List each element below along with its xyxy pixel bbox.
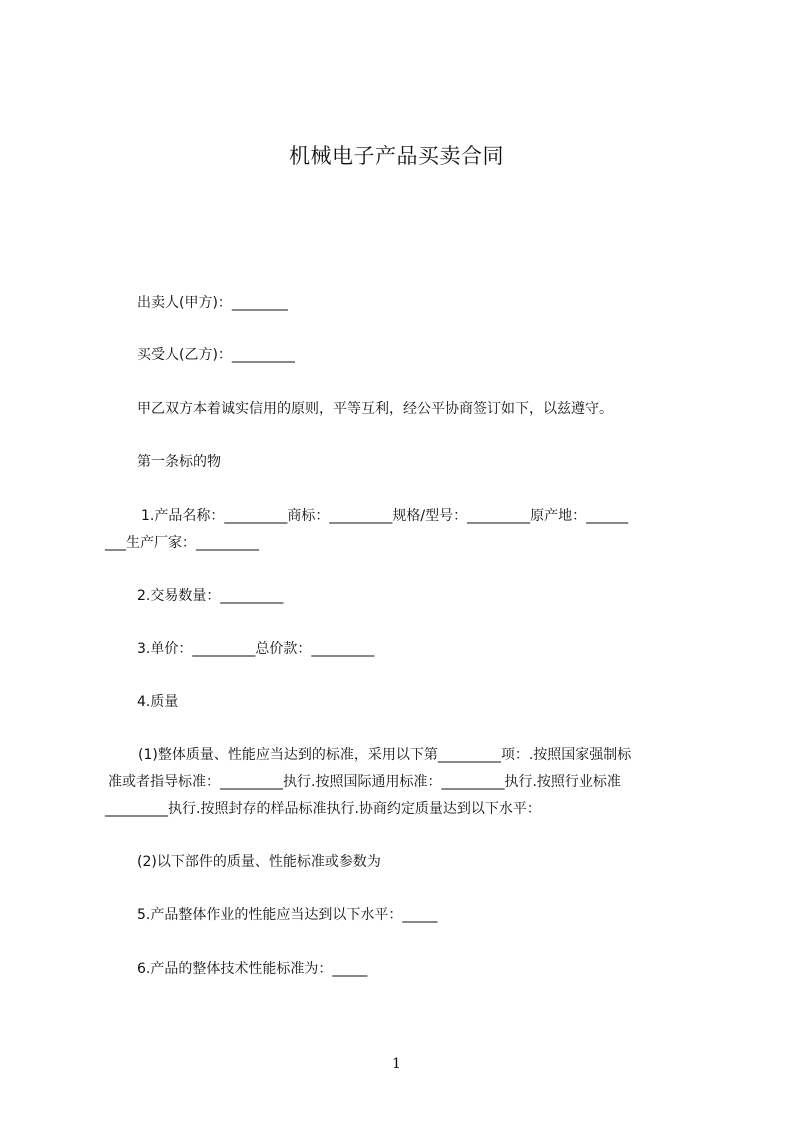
seller-line: 出卖人(甲方)：________ bbox=[137, 295, 288, 311]
item-4: 4.质量 bbox=[137, 694, 179, 710]
item-4-2: (2)以下部件的质量、性能标准或参数为 bbox=[137, 854, 381, 870]
item-1-line-2: ___生产厂家：_________ bbox=[105, 535, 259, 551]
item-5: 5.产品整体作业的性能应当达到以下水平：_____ bbox=[137, 907, 438, 923]
item-4-1-line-2: 准或者指导标准：_________执行.按照国际通用标准：_________执行.按照行业标准 bbox=[108, 774, 621, 790]
item-1-line-1: 1.产品名称：_________商标：_________规格/型号：_________原产地：______ bbox=[141, 508, 629, 524]
item-3: 3.单价：_________总价款：_________ bbox=[137, 641, 375, 657]
item-4-1-line-1: (1)整体质量、性能应当达到的标准，采用以下第_________项：.按照国家强制标 bbox=[138, 747, 632, 763]
document-title: 机械电子产品买卖合同 bbox=[289, 144, 504, 168]
buyer-line: 买受人(乙方)：_________ bbox=[137, 347, 295, 363]
page-number: 1 bbox=[392, 1056, 401, 1072]
item-6: 6.产品的整体技术性能标准为：_____ bbox=[137, 961, 368, 977]
preamble: 甲乙双方本着诚实信用的原则，平等互利，经公平协商签订如下，以兹遵守。 bbox=[137, 401, 613, 417]
article-1-heading: 第一条标的物 bbox=[137, 454, 221, 470]
item-2: 2.交易数量：_________ bbox=[137, 588, 284, 604]
item-4-1-line-3: _________执行.按照封存的样品标准执行.协商约定质量达到以下水平： bbox=[105, 801, 541, 817]
